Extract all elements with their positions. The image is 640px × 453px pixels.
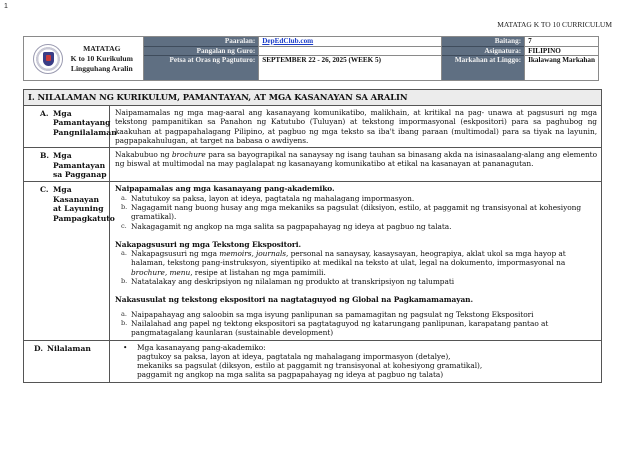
lesson-header-table <box>23 36 599 81</box>
performance-standards-text: Nakabubuo ng brochure para sa bayograpikal na sanaysay ng isang tauhan sa binasang akda na isinasaalang-alang ang elemento ng biswal at multimodal na may paglalapat ng kasanayang komunikatibo at etikal na kasanayan at pananagutan. <box>115 150 597 169</box>
section-title: I. NILALAMAN NG KURIKULUM, PAMANTAYAN, AT MGA KASANAYAN SA ARALIN <box>24 90 601 106</box>
row-label: B. Mga Pamantayan sa Pagganap <box>24 148 110 181</box>
competency-heading: Naipapamalas ang mga kasanayang pang-akademiko. <box>115 184 335 194</box>
school-label: Paaralan: <box>144 37 259 47</box>
quarter-week-value: Ikalawang Markahan <box>528 56 596 64</box>
teacher-value <box>259 47 441 57</box>
right-field-labels <box>441 37 524 80</box>
table-row <box>24 106 601 148</box>
list-item: c. Nakagagamit ng angkop na mga salita sa pagpapahayag ng ideya at pagbuo ng talata. <box>121 221 452 231</box>
right-field-values <box>524 37 598 80</box>
curriculum-label: MATATAG K TO 10 CURRICULUM <box>497 20 612 29</box>
grade-label: Baitang: <box>442 37 524 47</box>
row-label: D. Nilalaman <box>24 341 110 382</box>
list-item: b. Nailalahad ang papel ng tektong ekspositori sa pagtataguyod ng katarungang panlipunan, karapatang pantao at pangmatagalang kaunlaran (sustainable development) <box>121 318 549 338</box>
list-item: a. Nakapagsusuri ng mga memoirs, journals, personal na sanaysay, kasaysayan, heograpiya, aklat ukol sa mga hayop at halaman, tekstong pang-instruksyon, siyentipiko at medikal na teksto at ulat, legal na dokumento, impormasyonal na brochure, menu, resipe at listahan ng mga pamimili. <box>121 249 566 277</box>
table-row <box>24 341 601 382</box>
bullet-item: • Mga kasanayang pang-akademiko: pagtukoy sa paksa, layon at ideya, pagtatala ng mahalagang impormasyon (detalye), mekaniks sa pagsulat (diksyon, estilo at paggamit ng transisyonal at kohesiyong gramatikal), paggamit ng angkop na mga salita sa pagpapahayag ng ideya at pagbuo ng talata) <box>115 343 597 380</box>
subject-value: FILIPINO <box>525 47 598 57</box>
date-time-value: SEPTEMBER 22 - 26, 2025 (WEEK 5) <box>262 56 382 64</box>
quarter-week-label: Markahan at Linggo: <box>454 56 522 64</box>
teacher-label: Pangalan ng Guro: <box>144 47 259 57</box>
date-time-label: Petsa at Oras ng Pagtuturo: <box>169 56 256 64</box>
content-standards-text: Naipamamalas ng mga mag-aaral ang kasanayang komunikatibo, malikhain, at kritikal na pag- unawa at pagsusuri ng mga tekstong pampanitikan sa Panahon ng Katutubo (Tuluyan) at tekstong impormasyonal (eskpositori) para sa paghubog ng kaakuhan at pagpapahalagang Pilipino, at pagbuo ng mga teksto sa iba't ibang paraan (multimodal) para sa tiyak na layunin, pagpapakahulugan, at target na babasa o awdiyens. <box>115 108 597 145</box>
brand-title: MATATAG K to 10 Kurikulum Lingguhang Aralin <box>70 43 133 73</box>
list-item: a. Naipapahayag ang saloobin sa mga isyung panlipunan sa pamamagitan ng pagsulat ng Tekstong Ekspositori <box>121 309 534 319</box>
row-label: A. Mga Pamantayang Pangnilalaman <box>24 106 110 147</box>
deped-seal-logo-icon <box>33 44 63 74</box>
page-number: 1 <box>4 3 8 10</box>
competency-heading: Nakasusulat ng tekstong ekspositori na nagtataguyod ng Global na Pagkamamamayan. <box>115 295 474 305</box>
bullet-icon: • <box>123 342 128 352</box>
table-row <box>24 148 601 182</box>
learning-competencies <box>110 182 601 339</box>
grade-value: 7 <box>525 37 598 47</box>
table-row <box>24 182 601 340</box>
curriculum-content-table <box>23 89 602 383</box>
list-item: b. Nagagamit nang buong husay ang mga mekaniks sa pagsulat (diksiyon, estilo, at paggamit ng transisyonal at kohesiyong gramatikal). <box>121 203 582 222</box>
left-field-values <box>258 37 441 80</box>
school-link[interactable]: DepEdClub.com <box>262 37 314 45</box>
subject-label: Asignatura: <box>442 47 524 57</box>
brand-cell <box>24 37 144 80</box>
list-item: a. Natutukoy sa paksa, layon at ideya, pagtatala ng mahalagang impormasyon. <box>121 193 415 203</box>
content-topics <box>110 341 601 382</box>
competency-heading: Nakapagsusuri ng mga Tekstong Ekspositori. <box>115 239 301 249</box>
left-field-labels <box>144 37 259 80</box>
list-item: b. Natatalakay ang deskripsiyon ng nilalaman ng produkto at transkripsiyon ng talumpati <box>121 277 455 287</box>
row-label: C. Mga Kasanayan at Layuning Pampagkatuto <box>24 182 110 339</box>
